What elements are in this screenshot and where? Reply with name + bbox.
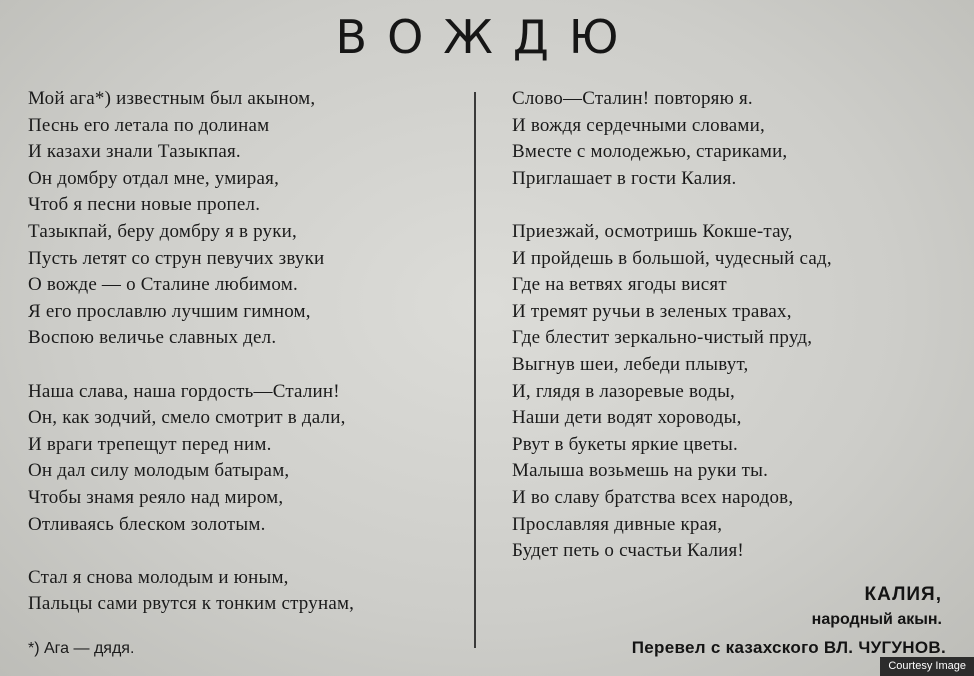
translator-credit: Перевел с казахского ВЛ. ЧУГУНОВ. <box>631 638 946 657</box>
poem-line: Он дал силу молодым батырам, <box>28 460 290 482</box>
poem-line: Песнь его летала по долинам <box>28 114 270 136</box>
poem-line: Чтоб я песни новые пропел. <box>28 194 261 216</box>
poem-line: И, глядя в лазоревые воды, <box>512 380 735 402</box>
poem-line: Отливаясь блеском золотым. <box>28 513 266 535</box>
stanza <box>512 219 952 565</box>
poem-line: Воспою величье славных дел. <box>28 327 277 349</box>
stanza <box>28 379 480 539</box>
author-name: КАЛИЯ, <box>864 584 942 605</box>
poem-title: ВОЖДЮ <box>335 10 639 64</box>
poem-line: Чтобы знамя реяло над миром, <box>28 486 284 508</box>
poem-line: И враги трепещут перед ним. <box>28 433 272 455</box>
poem-line: Малыша возьмешь на руки ты. <box>512 460 769 482</box>
poem-line: Вместе с молодежью, стариками, <box>512 141 788 163</box>
poem-line: Тазыкпай, беру домбру я в руки, <box>28 220 297 242</box>
stanza <box>28 86 480 352</box>
poem-line: Будет петь о счастьи Калия! <box>512 540 744 562</box>
poem-line: Я его прославлю лучшим гимном, <box>28 300 311 322</box>
poem-line: Выгнув шеи, лебеди плывут, <box>512 353 749 375</box>
column-divider <box>474 92 476 648</box>
poem-line: Пусть летят со струн певучих звуки <box>28 247 325 269</box>
poem-line: Рвут в букеты яркие цветы. <box>512 433 738 455</box>
poem-line: И во славу братства всех народов, <box>512 486 794 508</box>
poem-line: Мой ага*) известным был акыном, <box>28 88 316 109</box>
poem-line: Наша слава, наша гордость—Сталин! <box>28 380 340 402</box>
right-column <box>512 86 952 591</box>
poem-line: Прославляя дивные края, <box>512 513 723 535</box>
courtesy-credit: Courtesy Image <box>880 657 974 676</box>
poem-line: И тремят ручьи в зеленых травах, <box>512 300 792 322</box>
poem-line: Он домбру отдал мне, умирая, <box>28 167 280 189</box>
poem-line: О вожде — о Сталине любимом. <box>28 274 298 296</box>
poem-line: Пальцы сами рвутся к тонким струнам, <box>28 593 355 615</box>
poem-line: И вождя сердечными словами, <box>512 114 765 136</box>
poem-line: Слово—Сталин! повторяю я. <box>512 88 753 109</box>
poem-line: Приглашает в гости Калия. <box>512 167 737 189</box>
poem-line: Стал я снова молодым и юным, <box>28 566 289 588</box>
poem-line: Приезжай, осмотришь Кокше-тау, <box>512 220 793 242</box>
poem-line: Наши дети водят хороводы, <box>512 407 742 429</box>
left-column <box>28 86 480 644</box>
poem-line: Где блестит зеркально-чистый пруд, <box>512 327 813 349</box>
poem-line: И пройдешь в большой, чудесный сад, <box>512 247 832 269</box>
poem-line: Он, как зодчий, смело смотрит в дали, <box>28 407 346 429</box>
author-role: народный акын. <box>811 611 942 628</box>
stanza <box>28 565 480 618</box>
stanza <box>512 86 952 192</box>
footnote: *) Ага — дядя. <box>28 640 135 657</box>
poem-line: Где на ветвях ягоды висят <box>512 274 727 296</box>
poem-line: И казахи знали Тазыкпая. <box>28 141 241 163</box>
